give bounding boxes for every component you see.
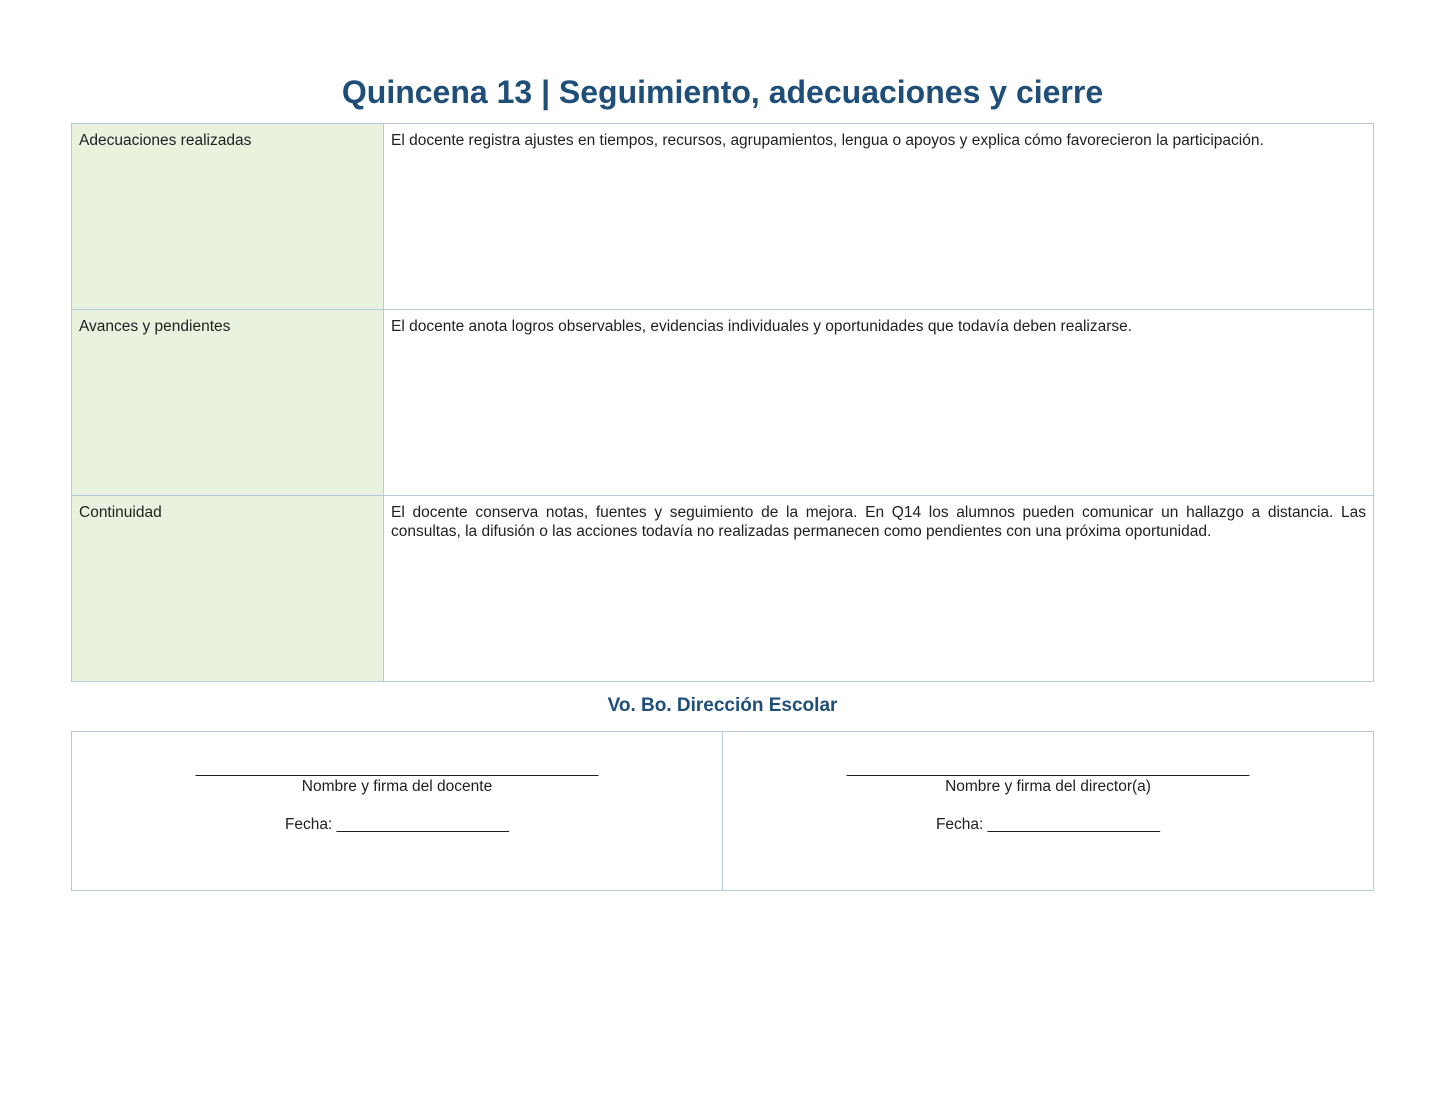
table-row — [72, 124, 1374, 310]
row-label-adecuaciones: Adecuaciones realizadas — [72, 124, 384, 310]
teacher-signature-line — [196, 775, 599, 776]
page-title: Quincena 13 | Seguimiento, adecuaciones y cierre — [341, 74, 1104, 110]
table-row — [72, 310, 1374, 496]
teacher-signature-block — [72, 732, 722, 890]
teacher-signature-label: Nombre y firma del docente — [301, 778, 493, 795]
row-label-continuidad: Continuidad — [72, 496, 384, 682]
row-content-adecuaciones: El docente registra ajustes en tiempos, recursos, agrupamientos, lengua o apoyos y explica cómo favorecieron la participación. — [384, 124, 1374, 310]
director-signature-line — [847, 775, 1250, 776]
teacher-date-label: Fecha: ____________________ — [284, 816, 510, 833]
row-label-avances: Avances y pendientes — [72, 310, 384, 496]
director-signature-label: Nombre y firma del director(a) — [945, 778, 1151, 795]
director-date-label: Fecha: ____________________ — [935, 816, 1161, 833]
follow-up-table — [71, 123, 1374, 682]
director-signature-block — [722, 732, 1373, 890]
row-content-continuidad: El docente conserva notas, fuentes y seguimiento de la mejora. En Q14 los alumnos pueden comunicar un hallazgo a distancia. Las consultas, la difusión o las acciones todavía no realizadas permanecen como pendientes con una próxima oportunidad. — [384, 496, 1374, 682]
signature-box — [71, 731, 1374, 891]
table-row — [72, 496, 1374, 682]
row-content-avances: El docente anota logros observables, evidencias individuales y oportunidades que todavía deben realizarse. — [384, 310, 1374, 496]
approval-heading: Vo. Bo. Dirección Escolar — [607, 695, 838, 716]
